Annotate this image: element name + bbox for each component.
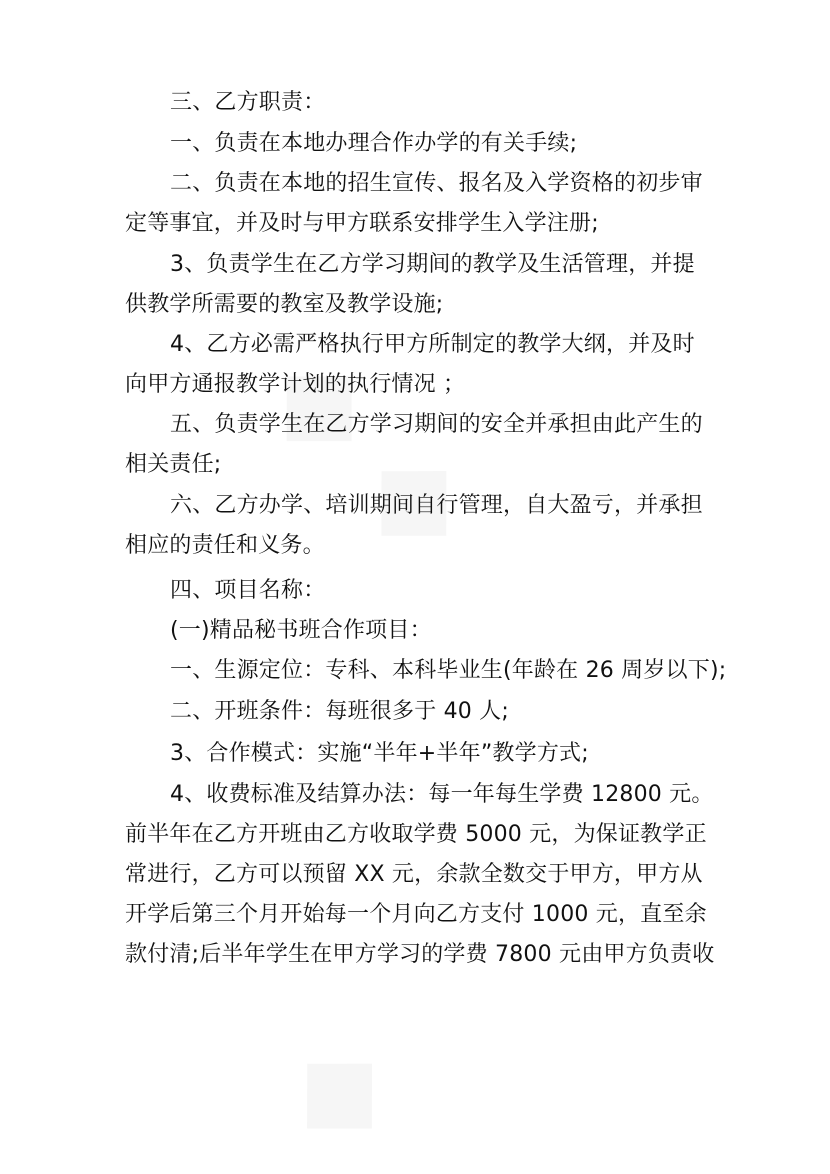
paragraph-line: 供教学所需要的教室及教学设施; [125,292,444,317]
paragraph-line: 相应的责任和义务。 [125,533,325,558]
paragraph-line: 向甲方通报教学计划的执行情况 ； [125,372,466,397]
paragraph-line: 开学后第三个月开始每一个月向乙方支付 1000 元，直至余 [125,902,707,927]
paragraph-line: 一、生源定位：专科、本科毕业生(年龄在 26 周岁以下); [170,658,727,683]
paragraph-line: 款付清;后半年学生在甲方学习的学费 7800 元由甲方负责收 [125,942,715,967]
paragraph-line: 定等事宜，并及时与甲方联系安排学生入学注册; [125,211,599,236]
section-heading: 四、项目名称： [170,578,326,603]
section-heading: 三、乙方职责： [170,90,326,115]
paragraph-line: 3、合作模式：实施“半年+半年”教学方式; [170,741,589,766]
paragraph-line: 二、负责在本地的招生宣传、报名及入学资格的初步审 [170,171,703,196]
paragraph-line: 六、乙方办学、培训期间自行管理，自大盈亏，并承担 [170,493,703,518]
paragraph-line: 二、开班条件：每班很多于 40 人; [170,699,509,724]
paragraph-line: 一、负责在本地办理合作办学的有关手续; [170,131,578,156]
paragraph-line: 4、乙方必需严格执行甲方所制定的教学大纲，并及时 [170,332,695,357]
paragraph-line: 4、收费标准及结算办法：每一年每生学费 12800 元。 [170,782,714,807]
paragraph-line: 相关责任; [125,452,222,477]
paragraph-line: 常进行，乙方可以预留 XX 元，余款全数交于甲方，甲方从 [125,862,703,887]
paragraph-line: 3、负责学生在乙方学习期间的教学及生活管理，并提 [170,252,695,277]
paragraph-line: 前半年在乙方开班由乙方收取学费 5000 元，为保证教学正 [125,822,707,847]
paragraph-line: 五、负责学生在乙方学习期间的安全并承担由此产生的 [170,412,703,437]
subsection-heading: (一)精品秘书班合作项目： [170,618,432,643]
watermark [264,1008,428,1172]
